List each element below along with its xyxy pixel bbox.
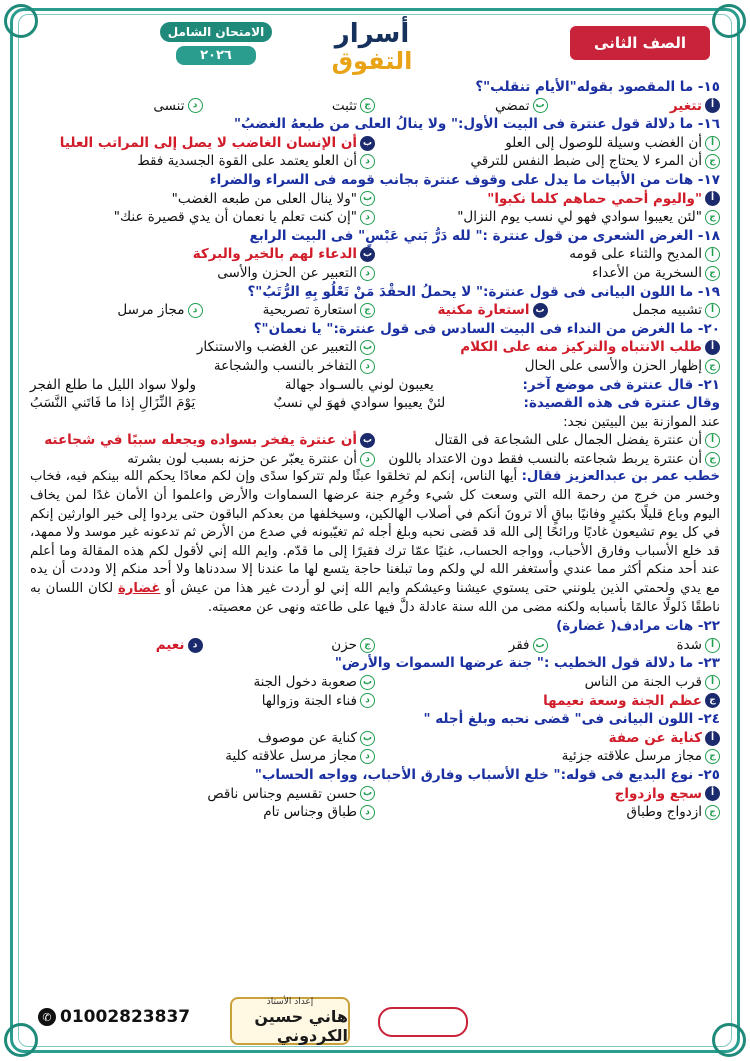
option-letter: أ: [705, 247, 720, 262]
option[interactable]: [375, 190, 720, 209]
logo-line1: أسرار: [334, 19, 410, 49]
option-letter: أ: [705, 786, 720, 801]
highlight-word: غضارة: [118, 581, 161, 597]
option-text: التفاخر بالنسب والشجاعة: [213, 357, 357, 374]
corner-ornament: [4, 4, 38, 38]
option-letter: ج: [360, 303, 375, 318]
option-text: المديح والثناء على قومه: [569, 246, 702, 263]
verse-part: يَوْمَ النِّزَالِ إذا ما فَاتَني النَّسَبُ: [30, 395, 196, 412]
question-23: ٢٣- ما دلالة قول الخطيب :" جنة عرضها السموات والأرض": [334, 655, 720, 672]
option-letter: د: [360, 452, 375, 467]
options-25: [30, 785, 720, 804]
option[interactable]: [203, 636, 376, 655]
options-17: [30, 190, 720, 209]
page-header: [40, 12, 710, 82]
option-letter: ب: [360, 675, 375, 690]
option-text: فقر: [508, 636, 530, 653]
question-16: ١٦- ما دلالة قول عنترة فى البيت الأول:" ولا ينالُ العلى من طبعهُ الغضبُ": [234, 116, 720, 133]
option[interactable]: [375, 152, 720, 171]
option-text: التعبير عن الغضب والاستنكار: [196, 339, 357, 356]
option-letter: ج: [360, 98, 375, 113]
question-22: ٢٢- هات مرادف( غضارة): [556, 618, 720, 635]
option[interactable]: [375, 357, 720, 376]
option-letter: ب: [533, 98, 548, 113]
option-text: طباق وجناس تام: [263, 804, 357, 821]
option[interactable]: [203, 97, 376, 116]
option-text: عظم الجنة وسعة نعيمها: [543, 692, 702, 709]
option-letter: ب: [533, 303, 548, 318]
option-letter: أ: [705, 136, 720, 151]
author-label: إعداد الأستاذ: [266, 997, 314, 1007]
verse-row-2: [30, 394, 720, 413]
option[interactable]: [30, 803, 375, 822]
option[interactable]: [30, 692, 375, 711]
option-letter: د: [360, 805, 375, 820]
options-21: [30, 431, 720, 450]
option-letter: ج: [705, 359, 720, 374]
question-21-sub: وقال عنترة فى هذه القصيدة:: [523, 395, 720, 412]
option-text: تنسى: [153, 97, 185, 114]
question-24: ٢٤- اللون البيانى فى" قضى نحبه وبلغ أجله ": [423, 711, 720, 728]
options-18: [30, 245, 720, 264]
exam-title: الامتحان الشامل: [160, 22, 272, 42]
question-18: ١٨- الغرض الشعرى من قول عنترة :" لله دَرُّ بَني عَبْسٍ" فى البيت الرابع: [249, 227, 720, 244]
option[interactable]: [375, 97, 548, 116]
option-letter: ب: [360, 247, 375, 262]
options-24: [30, 729, 720, 748]
option-text: طلب الانتباه والتركيز منه على الكلام: [460, 339, 702, 356]
verse-row-1: [30, 376, 720, 395]
option-letter: ج: [705, 266, 720, 281]
option-text: سجع وازدواج: [614, 785, 702, 802]
option[interactable]: [375, 673, 720, 692]
option-letter: أ: [705, 340, 720, 355]
question-19: ١٩- ما اللون البيانى فى قول عنترة:" لا يحملُ الحقْدَ مَنْ تَعْلُو بِهِ الرُّتَبُ"؟: [247, 283, 720, 300]
option[interactable]: [375, 264, 720, 283]
question-25: ٢٥- نوع البديع فى قوله:" خلع الأسباب وفارق الأحباب، وواجه الحساب": [254, 766, 720, 783]
question-21-stem: عند الموازنة بين البيتين نجد:: [563, 413, 720, 430]
option-text: كناية عن موصوف: [257, 729, 357, 746]
option-letter: د: [188, 98, 203, 113]
phone-contact: [38, 1007, 190, 1027]
options-21b: [30, 450, 720, 469]
options-22: [30, 636, 720, 655]
option-text: كناية عن صفة: [608, 729, 702, 746]
exam-content: [30, 78, 720, 822]
phone-number: 01002823837: [60, 1007, 191, 1027]
option-text: استعارة تصريحية: [262, 302, 357, 319]
option-letter: د: [360, 210, 375, 225]
option[interactable]: [375, 785, 720, 804]
option-letter: ج: [360, 638, 375, 653]
option[interactable]: [30, 747, 375, 766]
option-text: الدعاء لهم بالخير والبركة: [192, 246, 357, 263]
options-16b: [30, 152, 720, 171]
verse-part: يعيبون لوني بالسـواد جهالة: [284, 376, 434, 393]
option-letter: أ: [705, 433, 720, 448]
option[interactable]: [30, 245, 375, 264]
option-letter: ب: [360, 191, 375, 206]
verse-part: لئنْ يعيبوا سوادي فهوَ لي نسبٌ: [273, 395, 446, 412]
option[interactable]: [30, 338, 375, 357]
verse-part: ولولا سواد الليل ما طلع الفجر: [30, 376, 197, 393]
option[interactable]: [375, 692, 720, 711]
option-letter: ب: [360, 786, 375, 801]
question-21: ٢١- قال عنترة فى موضع آخر:: [522, 376, 720, 393]
question-20: ٢٠- ما الغرض من النداء فى البيت السادس فى قول عنترة:" يا نعمان"؟: [253, 320, 720, 337]
option[interactable]: [30, 190, 375, 209]
option-text: تشبيه مجمل: [632, 302, 702, 319]
option-text: شدة: [676, 636, 702, 653]
option[interactable]: [375, 636, 548, 655]
option[interactable]: [548, 636, 721, 655]
options-25b: [30, 803, 720, 822]
option-text: أن عنترة يعبّر عن حزنه بسبب لون بشرته: [127, 450, 357, 467]
option[interactable]: [30, 450, 375, 469]
option-text: تثبت: [331, 97, 357, 114]
option-text: مجاز مرسل: [117, 302, 185, 319]
decorative-ribbon: [378, 1007, 468, 1037]
option-text: تتغير: [669, 97, 702, 114]
option-text: نعيم: [155, 636, 185, 653]
option-letter: د: [188, 638, 203, 653]
options-15: [30, 97, 720, 116]
sermon-passage: [30, 468, 720, 617]
option[interactable]: [30, 208, 375, 227]
option-letter: أ: [705, 675, 720, 690]
option-text: إظهار الحزن والأسى على الحال: [524, 357, 702, 374]
options-20: [30, 338, 720, 357]
options-17b: [30, 208, 720, 227]
option[interactable]: [548, 97, 721, 116]
option-text: التعبير عن الحزن والأسى: [217, 264, 357, 281]
option-letter: ج: [705, 693, 720, 708]
option-text: أن الغضب وسيلة للوصول إلى العلو: [505, 134, 702, 151]
option-letter: ج: [705, 749, 720, 764]
option-letter: ج: [705, 452, 720, 467]
options-18b: [30, 264, 720, 283]
exam-year: ٢٠٢٦: [176, 46, 256, 65]
option-text: تمضي: [494, 97, 530, 114]
option[interactable]: [375, 338, 720, 357]
passage-text: أيها الناس، إنكم لم تخلقوا عبثًا ولم تتركوا سدًى وإن لكم معادًا يحكم الله بينكم فيه، فخاب وخسر من خرج من رحمة الله التي وسعت كل شيء وحُرِم جنة عرضها السماوات والأرض واعلموا أن الأمان غدًا لمن يخاف اليوم وباع قليلًا بكثيرٍ وفانيًا بباقٍ ألا ترونَ أنكم في أصلاب الهالكين، وسيخلفها من بعدكم الباقون حتى يردوا إلى خير الوارثين إنكم في كل يوم تشيعون غاديًا ورائحًا إلى الله قد قضى نحبه وبلغ أجله ثم تغيّبونه في صدع من الأرض ثم تدعونه غير موسد ولا ممهد، قد خلع الأسباب وفارق الأحباب، وواجه الحساب، غنيًا عمّا ترك فقيرًا إلى ما قدّم. وايم الله إني لأقول لكم هذه المقالة وما أعلم عند أحد منكم أكثر مما عندي وأستغفر الله لي ولكم وما تبلغنا حاجة يتسع لها ما عندنا إلا سددناها ولا أحد منكم إلا وددت أن يده مع يدي ولحمتي الذين يلونني حتى يستوي عيشنا وعيشكم وايم الله إني لو أردت غير هذا من عيش أو: [30, 469, 720, 597]
option-letter: د: [360, 359, 375, 374]
option[interactable]: [548, 301, 721, 320]
option-letter: أ: [705, 191, 720, 206]
option-text: قرب الجنة من الناس: [584, 674, 702, 690]
option[interactable]: [30, 673, 375, 692]
passage-heading: خطب عمر بن عبدالعزيز فقال:: [521, 469, 720, 485]
question-17: ١٧- هات من الأبيات ما يدل على وقوف عنترة بجانب قومه فى السراء والضراء: [209, 171, 720, 188]
option[interactable]: [30, 636, 203, 655]
option-letter: ب: [360, 433, 375, 448]
author-name: هاني حسين الكردوني: [254, 1007, 348, 1045]
option[interactable]: [203, 301, 376, 320]
option-letter: د: [360, 266, 375, 281]
option[interactable]: [375, 245, 720, 264]
option-text: صعوبة دخول الجنة: [253, 674, 357, 690]
option-letter: ج: [705, 805, 720, 820]
option[interactable]: [30, 357, 375, 376]
option-text: استعارة مكنية: [437, 302, 530, 319]
passage-text: لكان اللسان به ناطقًا ذَلولًا عالمًا بأسبابه ولكنه مضى من الله سنة عادلة دلَّ فيها على طاعته ونهى عن معصيته.: [30, 581, 720, 615]
option[interactable]: [375, 450, 720, 469]
option-text: مجاز مرسل علاقته جزئية: [561, 748, 702, 765]
option-letter: ب: [360, 136, 375, 151]
option[interactable]: [30, 264, 375, 283]
option-text: مجاز مرسل علاقته كلية: [225, 748, 357, 765]
page-footer: [30, 997, 720, 1047]
option-letter: أ: [705, 638, 720, 653]
option[interactable]: [375, 747, 720, 766]
option[interactable]: [375, 729, 720, 748]
option-text: أن الإنسان الغاضب لا يصل إلى المراتب العليا: [59, 134, 357, 151]
option-letter: د: [360, 693, 375, 708]
options-16: [30, 134, 720, 153]
option-letter: ج: [705, 154, 720, 169]
option-letter: د: [360, 749, 375, 764]
option-letter: أ: [705, 303, 720, 318]
options-23: [30, 673, 720, 692]
question-15: ١٥- ما المقصود بقوله"الأيام تنقلب"؟: [475, 79, 720, 95]
option-letter: ب: [360, 340, 375, 355]
corner-ornament: [712, 4, 746, 38]
options-20b: [30, 357, 720, 376]
option-text: ازدواج وطباق: [626, 804, 702, 821]
option-text: أن العلو يعتمد على القوة الجسدية فقط: [137, 153, 357, 170]
grade-label: الصف الثانى: [570, 26, 710, 60]
option[interactable]: [30, 134, 375, 153]
option[interactable]: [375, 803, 720, 822]
option[interactable]: [30, 431, 375, 450]
option[interactable]: [30, 301, 203, 320]
option-text: السخرية من الأعداء: [592, 264, 702, 281]
option-text: "إن كنت تعلم يا نعمان أن يدي قصيرة عنك": [113, 209, 357, 226]
brand-logo: [302, 12, 442, 82]
option[interactable]: [30, 785, 375, 804]
option-text: فناء الجنة وزوالها: [261, 692, 357, 709]
option-text: أن عنترة يربط شجاعته بالنسب فقط دون الاعتداد باللون: [388, 450, 702, 467]
options-19: [30, 301, 720, 320]
option-text: حزن: [331, 636, 357, 653]
option-text: أن عنترة يفخر بسواده ويجعله سببًا في شجاعته: [44, 432, 357, 449]
phone-icon: ✆: [38, 1008, 56, 1026]
option-letter: ب: [533, 638, 548, 653]
option-text: "ولا ينال العلى من طبعه الغضب": [171, 190, 357, 207]
option[interactable]: [375, 301, 548, 320]
options-23b: [30, 692, 720, 711]
option[interactable]: [375, 431, 720, 450]
option[interactable]: [375, 208, 720, 227]
option[interactable]: [30, 729, 375, 748]
option-letter: أ: [705, 731, 720, 746]
author-plate: [230, 997, 350, 1045]
option[interactable]: [375, 134, 720, 153]
logo-line2: التفوق: [331, 47, 413, 75]
option-letter: ب: [360, 731, 375, 746]
option-text: "لئن يعيبوا سوادي فهو لي نسب يوم النزال": [457, 209, 702, 226]
option-letter: د: [188, 303, 203, 318]
option-text: "واليوم أحمي حماهم كلما نكبوا": [487, 190, 702, 207]
option-text: حسن تقسيم وجناس ناقص: [207, 785, 357, 802]
option-text: أن عنترة يفضل الجمال على الشجاعة فى القتال: [434, 432, 702, 449]
option-letter: ج: [705, 210, 720, 225]
option-letter: أ: [705, 98, 720, 113]
option[interactable]: [30, 97, 203, 116]
options-24b: [30, 747, 720, 766]
option-text: أن المرء لا يحتاج إلى ضبط النفس للترقي: [470, 153, 702, 170]
exam-badge: [160, 22, 272, 65]
option[interactable]: [30, 152, 375, 171]
option-letter: د: [360, 154, 375, 169]
